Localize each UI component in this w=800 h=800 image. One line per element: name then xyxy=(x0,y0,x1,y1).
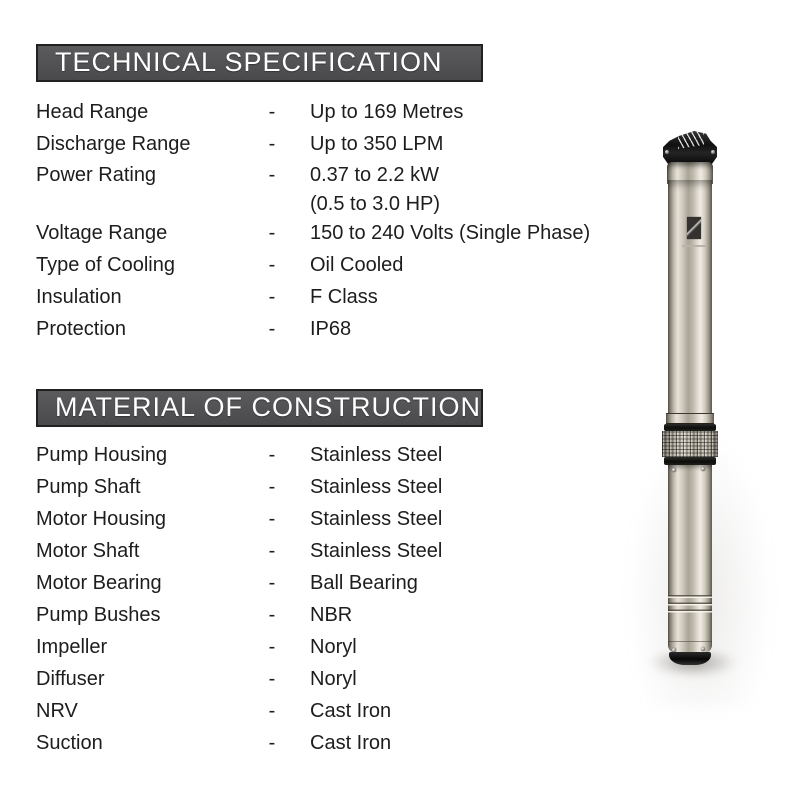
spec-label: Impeller xyxy=(36,635,108,658)
spec-label: Pump Shaft xyxy=(36,475,141,498)
separator-dash: - xyxy=(268,164,276,186)
spec-label: Type of Cooling xyxy=(36,253,175,276)
separator-dash: - xyxy=(268,475,276,498)
spec-row-type-of-cooling xyxy=(36,249,626,281)
separator-dash: - xyxy=(268,507,276,530)
spec-value: 150 to 240 Volts (Single Phase) xyxy=(310,221,591,244)
material-of-construction-header: MATERIAL OF CONSTRUCTION xyxy=(36,389,483,427)
spec-row-head-range xyxy=(36,96,626,128)
separator-dash: - xyxy=(268,443,276,466)
base-screw-icon xyxy=(701,647,705,651)
pump-upper-body xyxy=(668,180,712,414)
cap-hatch-marks xyxy=(678,131,704,149)
separator-dash: - xyxy=(268,317,276,340)
spec-label: Motor Shaft xyxy=(36,539,140,562)
spec-label: Pump Bushes xyxy=(36,603,161,626)
spec-value: Stainless Steel xyxy=(310,443,443,466)
brand-text-mark xyxy=(682,245,707,247)
spec-value: Up to 350 LPM xyxy=(310,132,444,155)
spec-value: F Class xyxy=(310,285,378,308)
spec-value: Oil Cooled xyxy=(310,253,404,276)
spec-row-discharge-range xyxy=(36,128,626,160)
spec-row-motor-shaft xyxy=(36,535,626,567)
spec-value-line2: (0.5 to 3.0 HP) xyxy=(310,193,441,215)
spec-value: IP68 xyxy=(310,317,352,340)
spec-label: NRV xyxy=(36,699,78,722)
separator-dash: - xyxy=(268,731,276,754)
pump-coupling-rim xyxy=(666,413,714,424)
spec-row-pump-bushes xyxy=(36,599,626,631)
pump-top-cap xyxy=(663,131,717,166)
spec-value: Cast Iron xyxy=(310,731,392,754)
spec-row-suction xyxy=(36,727,626,759)
spec-label: Power Rating xyxy=(36,164,157,186)
spec-row-insulation xyxy=(36,281,626,313)
spec-value: Stainless Steel xyxy=(310,507,443,530)
spec-label: Discharge Range xyxy=(36,132,191,155)
spec-label: Motor Bearing xyxy=(36,571,162,594)
material-of-construction-rows xyxy=(36,439,626,759)
spec-row-protection xyxy=(36,313,626,345)
spec-label: Voltage Range xyxy=(36,221,168,244)
submersible-pump-photo xyxy=(640,128,760,698)
spec-row-pump-shaft xyxy=(36,471,626,503)
separator-dash: - xyxy=(268,571,276,594)
separator-dash: - xyxy=(268,221,276,244)
spec-value xyxy=(286,160,440,217)
motor-seam-line xyxy=(668,641,712,642)
spec-row-motor-bearing xyxy=(36,567,626,599)
technical-specification-header: TECHNICAL SPECIFICATION xyxy=(36,44,483,82)
separator-dash: - xyxy=(268,539,276,562)
body-screw-icon xyxy=(672,468,676,472)
spec-value: Noryl xyxy=(310,635,357,658)
separator-dash: - xyxy=(268,667,276,690)
separator-dash: - xyxy=(268,132,276,155)
spec-row-motor-housing xyxy=(36,503,626,535)
technical-specification-rows xyxy=(36,96,626,345)
pump-motor-body xyxy=(668,465,712,653)
spec-label: Protection xyxy=(36,317,127,340)
separator-dash: - xyxy=(268,603,276,626)
spec-value-line1: 0.37 to 2.2 kW xyxy=(310,164,439,186)
spec-row-power-rating xyxy=(36,160,626,217)
spec-value: NBR xyxy=(310,603,353,626)
spec-row-nrv xyxy=(36,695,626,727)
spec-value: Noryl xyxy=(310,667,357,690)
spec-label: Suction xyxy=(36,731,103,754)
spec-label: Motor Housing xyxy=(36,507,167,530)
spec-value: Up to 169 Metres xyxy=(310,100,464,123)
spec-row-pump-housing xyxy=(36,439,626,471)
motor-groove-rings xyxy=(668,593,712,615)
body-screw-icon xyxy=(701,467,705,471)
spec-value: Stainless Steel xyxy=(310,475,443,498)
spec-value: Cast Iron xyxy=(310,699,392,722)
spec-label: Insulation xyxy=(36,285,122,308)
spec-row-impeller xyxy=(36,631,626,663)
separator-dash: - xyxy=(268,699,276,722)
spec-value: Stainless Steel xyxy=(310,539,443,562)
separator-dash: - xyxy=(268,285,276,308)
brand-logo-badge xyxy=(687,217,701,239)
spec-label: Head Range xyxy=(36,100,149,123)
suction-strainer-mesh xyxy=(662,431,718,457)
separator-dash: - xyxy=(268,253,276,276)
spec-value: Ball Bearing xyxy=(310,571,418,594)
strainer-bottom-band xyxy=(664,457,716,465)
separator-dash: - xyxy=(268,100,276,123)
spec-label: Diffuser xyxy=(36,667,105,690)
separator-dash: - xyxy=(268,635,276,658)
cap-screw-icon xyxy=(665,150,669,154)
cap-screw-icon xyxy=(711,150,715,154)
spec-row-voltage-range xyxy=(36,217,626,249)
spec-row-diffuser xyxy=(36,663,626,695)
spec-label: Pump Housing xyxy=(36,443,168,466)
strainer-top-band xyxy=(664,424,716,431)
